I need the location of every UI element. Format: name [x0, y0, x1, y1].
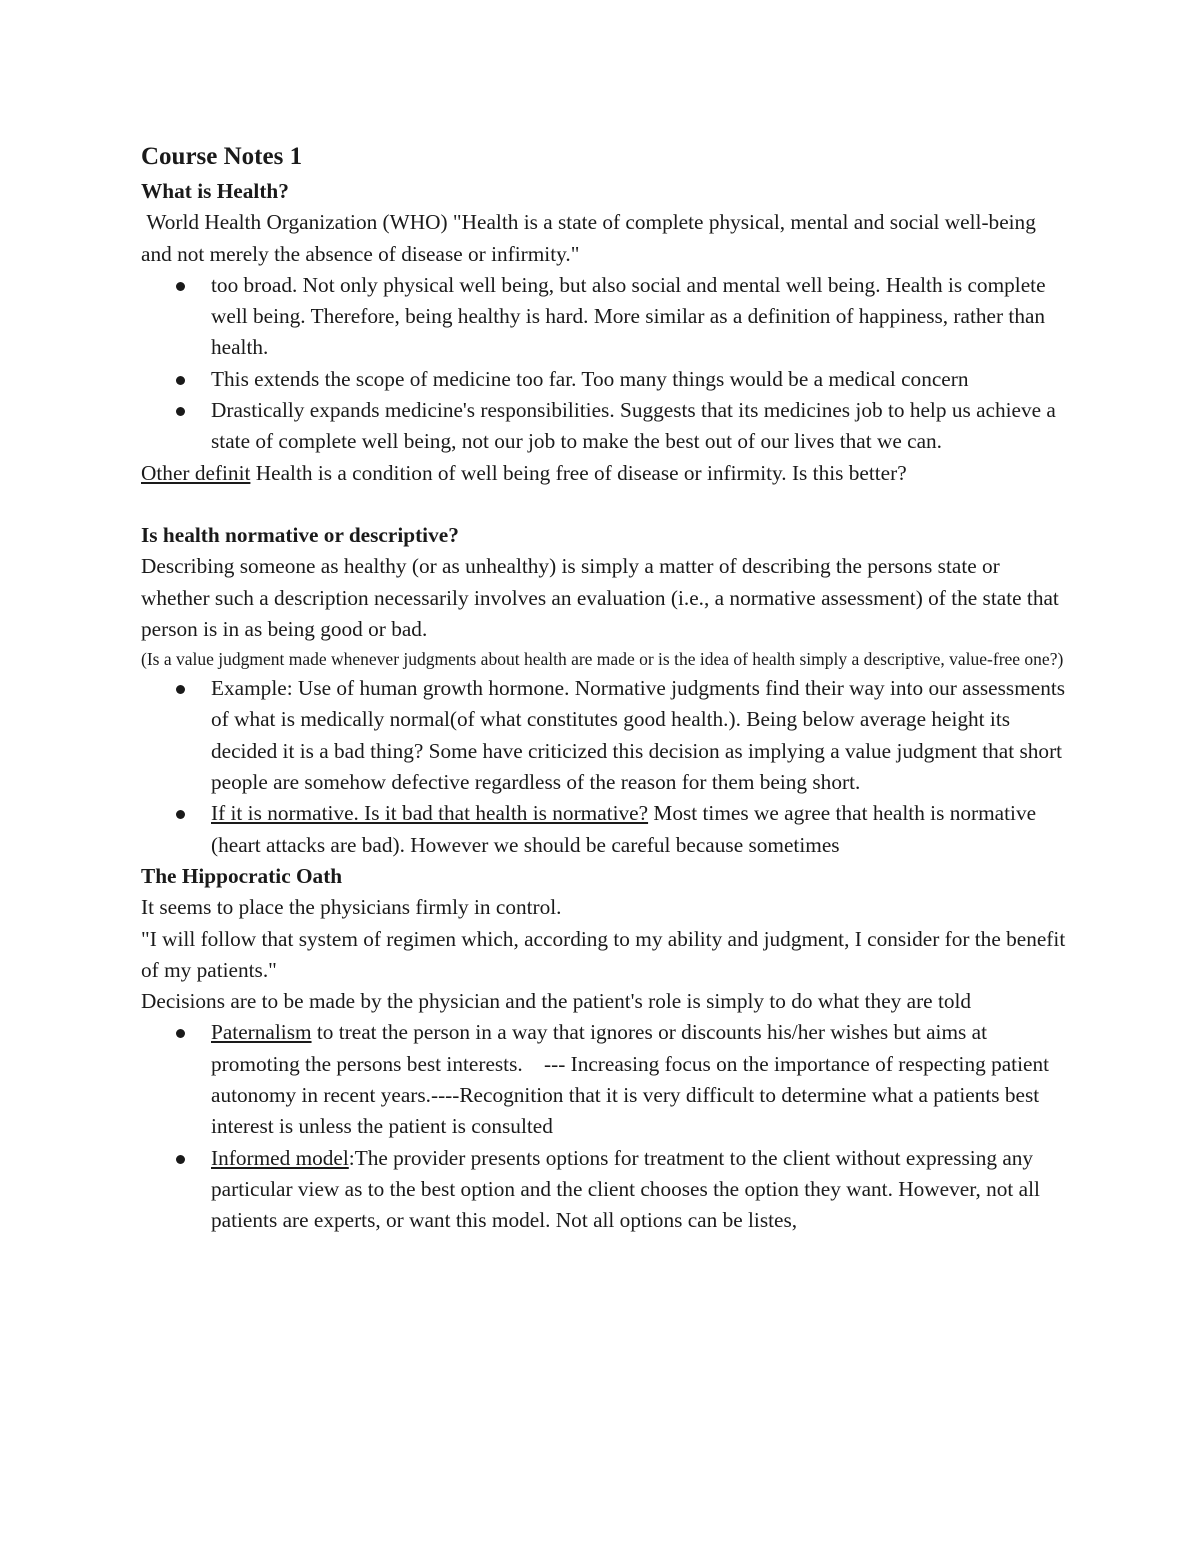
document-page [141, 140, 1071, 1237]
other-definition-text: Health is a condition of well being free of disease or infirmity. Is this better? [250, 460, 907, 485]
section-heading-what-is-health: What is Health? [141, 179, 289, 203]
page-title: Course Notes 1 [141, 143, 303, 170]
normative-note-paragraph: (Is a value judgment made whenever judgments about health are made or is the idea of health simply a descriptive, value-free one?) [141, 649, 1064, 670]
list-item [211, 395, 1071, 458]
list-item [211, 1143, 1071, 1237]
bullet-icon [176, 810, 185, 819]
normative-list [141, 673, 1071, 861]
section-heading-normative: Is health normative or descriptive? [141, 522, 459, 547]
health-critique-list [141, 270, 1071, 458]
bullet-icon [176, 407, 185, 416]
list-item [211, 798, 1071, 861]
list-item-label: Informed model [211, 1145, 349, 1170]
list-item [211, 1017, 1071, 1142]
list-item [211, 364, 1071, 395]
list-item-text: Example: Use of human growth hormone. Normative judgments find their way into our assessments of what is medically normal(of what constitutes good health.). Being below average height its decided it is a bad thing? Some have criticized this decision as implying a value judgment that short people are somehow defective regardless of the reason for them being short. [211, 676, 1066, 795]
oath-list [141, 1017, 1071, 1236]
oath-line-2: Decisions are to be made by the physician and the patient's role is simply to do what they are told [141, 989, 972, 1014]
list-item [211, 270, 1071, 364]
list-item-label: Paternalism [211, 1020, 312, 1045]
blank-line [141, 489, 1071, 520]
normative-body-paragraph: Describing someone as healthy (or as unhealthy) is simply a matter of describing the persons state or whether such a description necessarily involves an evaluation (i.e., a normative assessment) of the state that person is in as being good or bad. [141, 554, 1059, 641]
bullet-icon [176, 376, 185, 385]
bullet-icon [176, 282, 185, 291]
bullet-icon [176, 1155, 185, 1164]
other-definition-paragraph [141, 458, 1071, 489]
list-item-text: Most times we agree that health is normative (heart attacks are bad). However we should be careful because sometimes [211, 801, 1037, 857]
bullet-icon [176, 1029, 185, 1038]
list-item-text: too broad. Not only physical well being, but also social and mental well being. Health is complete well being. Therefore, being healthy is hard. More similar as a definition of happiness, rather than health. [211, 272, 1046, 360]
list-item-text: Drastically expands medicine's responsibilities. Suggests that its medicines job to help us achieve a state of complete well being, not our job to make the best out of our lives that we can. [211, 398, 1056, 454]
list-item-text: This extends the scope of medicine too far. Too many things would be a medical concern [211, 366, 969, 391]
section-heading-hippocratic-oath: The Hippocratic Oath [141, 863, 343, 888]
oath-line-1: It seems to place the physicians firmly in control. [141, 895, 562, 920]
other-definition-label: Other definit [141, 460, 251, 485]
list-item-text: :The provider presents options for treatment to the client without expressing any particular view as to the best option and the client chooses the option they want. However, not all patients are experts, or want this model. Not all options can be listes, [211, 1145, 1040, 1233]
list-item-label: If it is normative. Is it bad that health is normative? [211, 801, 649, 826]
bullet-icon [176, 685, 185, 694]
list-item-text: to treat the person in a way that ignores or discounts his/her wishes but aims at promoting the persons best interests. --- Increasing focus on the importance of respecting patient autonomy in recent years.----Recognition that it is very difficult to determine what a patients best interest is unless the patient is consulted [211, 1020, 1055, 1139]
list-item [211, 673, 1071, 798]
who-definition-paragraph: World Health Organization (WHO) "Health is a state of complete physical, mental and social well-being and not merely the absence of disease or infirmity." [141, 210, 1042, 266]
oath-quote: "I will follow that system of regimen which, according to my ability and judgment, I consider for the benefit of my patients." [141, 926, 1066, 982]
